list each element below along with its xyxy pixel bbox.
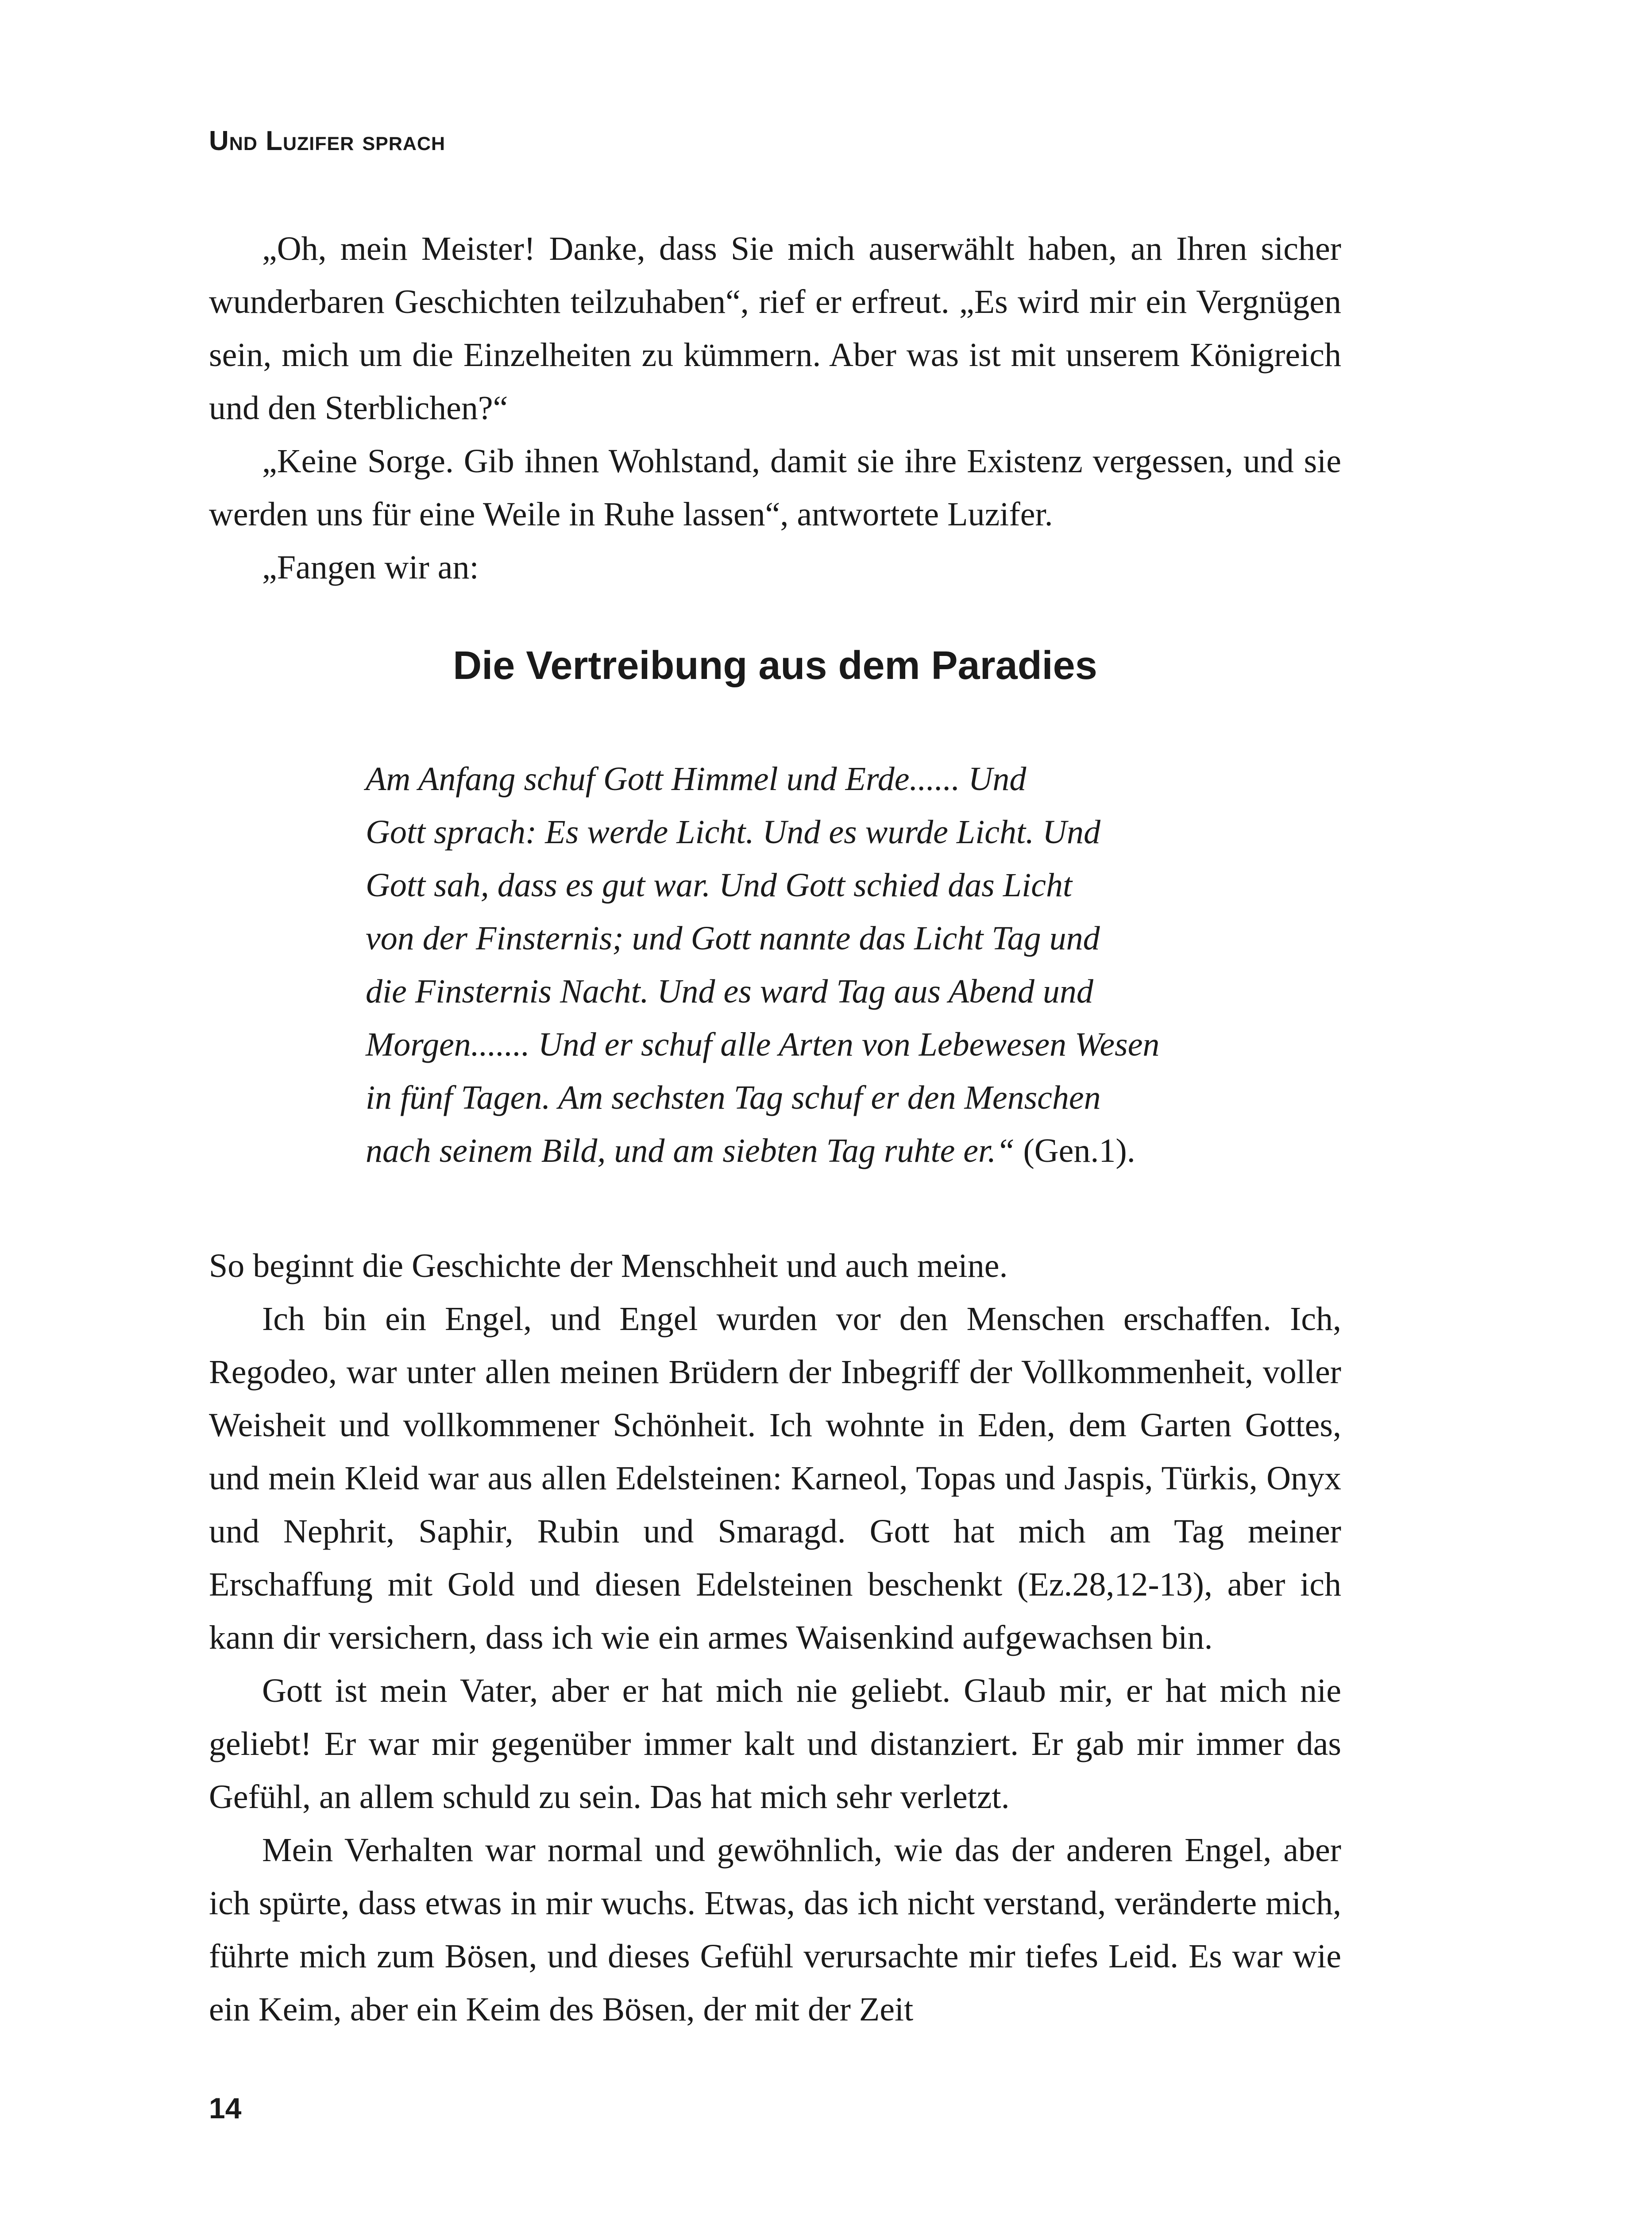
page-number: 14 (209, 2092, 242, 2124)
paragraph: „Oh, mein Meister! Danke, dass Sie mich auserwählt haben, an Ihren sicher wunderbaren Geschichten teilzuhaben“, rief er erfreut. „Es wird mir ein Vergnügen sein, mich um die Einzelheiten zu kümmern. Aber was ist mit unserem Königreich und den Sterblichen?“ (209, 230, 1341, 427)
paragraph: Mein Verhalten war normal und gewöhnlich, wie das der anderen Engel, aber ich spürte, dass etwas in mir wuchs. Etwas, das ich nicht verstand, veränderte mich, führte mich zum Bösen, und dieses Gefühl verursachte mir tiefes Leid. Es war wie ein Keim, aber ein Keim des Bösen, der mit der Zeit (209, 1831, 1341, 2028)
paragraph: „Fangen wir an: (262, 549, 479, 586)
quote-line: von der Finsternis; und Gott nannte das Licht Tag und (366, 920, 1100, 957)
opening-paragraphs (209, 222, 1341, 594)
quote-line: Morgen....... Und er schuf alle Arten von Lebewesen Wesen (366, 1026, 1160, 1063)
narrative-paragraphs (209, 1239, 1341, 2036)
quote-line: Gott sah, dass es gut war. Und Gott schied das Licht (366, 867, 1073, 904)
quote-line: Gott sprach: Es werde Licht. Und es wurde Licht. Und (366, 813, 1100, 851)
quote-citation: (Gen.1). (1015, 1132, 1135, 1169)
paragraph: Gott ist mein Vater, aber er hat mich nie geliebt. Glaub mir, er hat mich nie geliebt! Er war mir gegenüber immer kalt und distanziert. Er gab mir immer das Gefühl, an allem schuld zu sein. Das hat mich sehr verletzt. (209, 1672, 1341, 1816)
running-head: Und Luzifer sprach (209, 126, 446, 156)
paragraph: „Keine Sorge. Gib ihnen Wohlstand, damit sie ihre Existenz vergessen, und sie werden uns für eine Weile in Ruhe lassen“, antwortete Luzifer. (209, 443, 1341, 533)
paragraph: So beginnt die Geschichte der Menschheit und auch meine. (209, 1247, 1008, 1284)
genesis-quote (366, 752, 1160, 1177)
quote-line: die Finsternis Nacht. Und es ward Tag aus Abend und (366, 973, 1093, 1010)
quote-line: nach seinem Bild, und am siebten Tag ruhte er.“ (Gen.1). (366, 1132, 1135, 1169)
quote-line: in fünf Tagen. Am sechsten Tag schuf er den Menschen (366, 1079, 1101, 1116)
section-heading: Die Vertreibung aus dem Paradies (453, 644, 1097, 688)
quote-line: Am Anfang schuf Gott Himmel und Erde...... Und (366, 760, 1027, 798)
paragraph: Ich bin ein Engel, und Engel wurden vor den Menschen erschaffen. Ich, Regodeo, war unter allen meinen Brüdern der Inbegriff der Vollkommenheit, voller Weisheit und vollkommener Schönheit. Ich wohnte in Eden, dem Garten Gottes, und mein Kleid war aus allen Edelsteinen: Karneol, Topas und Jaspis, Türkis, Onyx und Nephrit, Saphir, Rubin und Smaragd. Gott hat mich am Tag meiner Erschaffung mit Gold und diesen Edelsteinen beschenkt (Ez.28,12-13), aber ich kann dir versichern, dass ich wie ein armes Waisenkind aufgewachsen bin. (209, 1300, 1341, 1656)
